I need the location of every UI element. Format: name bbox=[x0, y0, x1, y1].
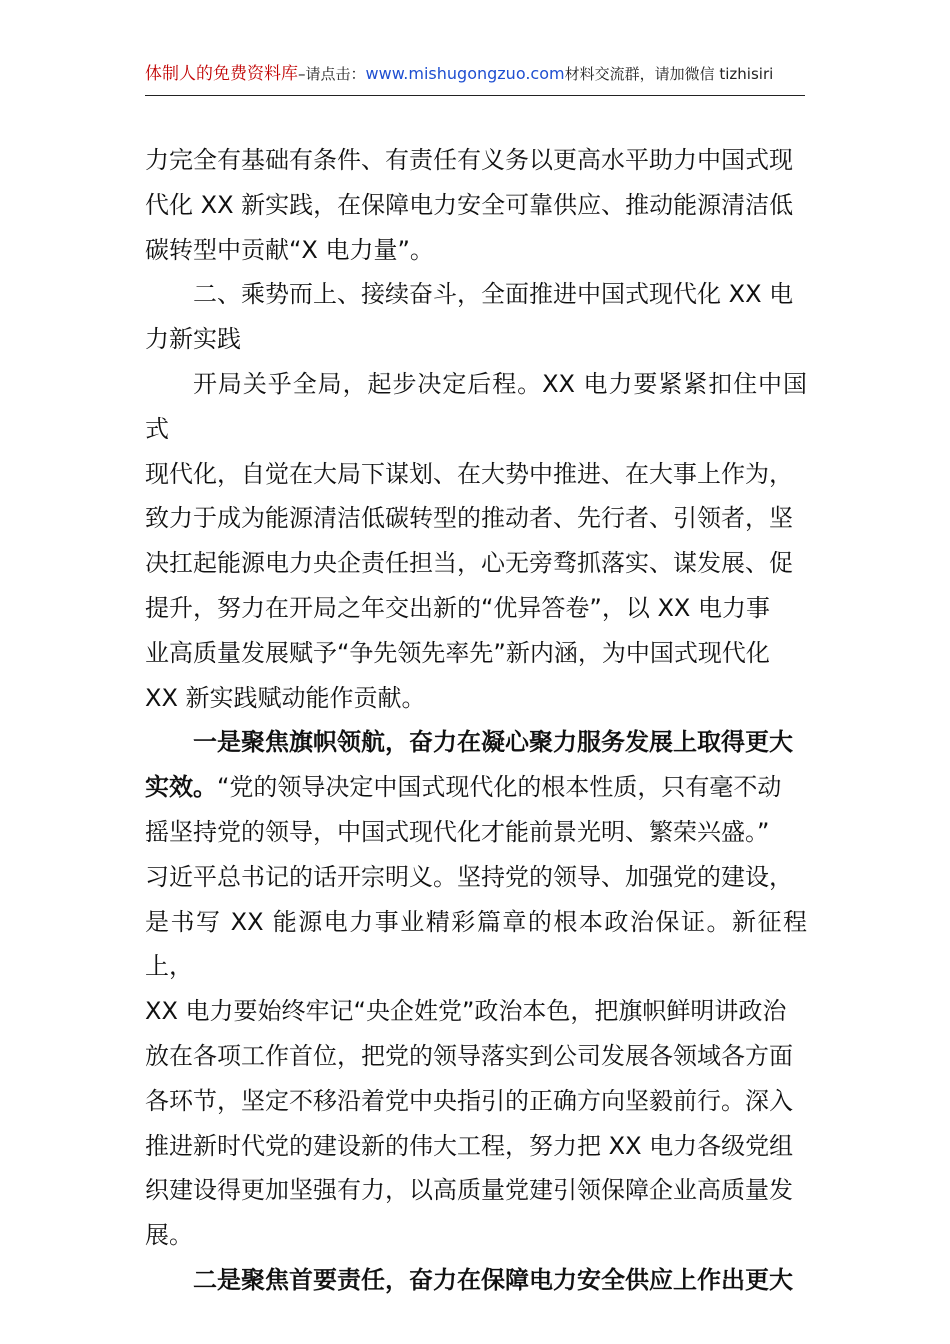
text-line: 碳转型中贡献“X 电力量”。 bbox=[145, 235, 434, 264]
text-line: 业高质量发展赋予“争先领先率先”新内涵，为中国式现代化 bbox=[145, 638, 770, 667]
text-line: 是书写 XX 能源电力事业精彩篇章的根本政治保证。新征程上， bbox=[145, 907, 807, 981]
header-group-text: 材料交流群，请加微信 tizhisiri bbox=[564, 65, 774, 83]
header-click-text: –请点击： bbox=[298, 65, 366, 83]
paragraph-intro bbox=[145, 362, 807, 720]
page-header bbox=[145, 62, 805, 96]
text-line: 放在各项工作首位，把党的领导落实到公司发展各领域各方面 bbox=[145, 1041, 793, 1070]
text-line: 二、乘势而上、接续奋斗，全面推进中国式现代化 XX 电 bbox=[193, 280, 794, 309]
text-line: 推进新时代党的建设新的伟大工程，努力把 XX 电力各级党组 bbox=[145, 1131, 794, 1160]
text-line: 代化 XX 新实践，在保障电力安全可靠供应、推动能源清洁低 bbox=[145, 190, 794, 219]
bold-lead-line: 实效。 bbox=[145, 773, 217, 802]
paragraph-continuation bbox=[145, 138, 807, 272]
text-line: 力完全有基础有条件、有责任有义务以更高水平助力中国式现 bbox=[145, 146, 793, 174]
text-line: “党的领导决定中国式现代化的根本性质，只有毫不动 bbox=[217, 773, 782, 802]
text-line: 习近平总书记的话开宗明义。坚持党的领导、加强党的建设， bbox=[145, 862, 793, 891]
text-line: 决扛起能源电力央企责任担当，心无旁骛抓落实、谋发展、促 bbox=[145, 549, 793, 578]
text-line: 织建设得更加坚强有力，以高质量党建引领保障企业高质量发 bbox=[145, 1176, 793, 1205]
text-line: 开局关乎全局，起步决定后程。XX 电力要紧紧扣住中国式 bbox=[145, 369, 807, 443]
text-line: 各环节，坚定不移沿着党中央指引的正确方向坚毅前行。深入 bbox=[145, 1086, 793, 1115]
bold-lead-line: 二是聚焦首要责任，奋力在保障电力安全供应上作出更大 bbox=[193, 1265, 793, 1294]
paragraph-point-one bbox=[145, 720, 807, 1258]
text-line: 展。 bbox=[145, 1221, 193, 1250]
document-body bbox=[145, 138, 807, 1303]
header-url-link[interactable]: www.mishugongzuo.com bbox=[365, 64, 565, 83]
section-heading bbox=[145, 272, 807, 362]
text-line: XX 电力要始终牢记“央企姓党”政治本色，把旗帜鲜明讲政治 bbox=[145, 997, 787, 1026]
text-line: XX 新实践赋动能作贡献。 bbox=[145, 683, 426, 712]
text-line: 致力于成为能源清洁低碳转型的推动者、先行者、引领者，坚 bbox=[145, 504, 793, 533]
text-line: 力新实践 bbox=[145, 325, 241, 354]
paragraph-point-two bbox=[145, 1258, 807, 1303]
header-site-name: 体制人的免费资料库 bbox=[145, 64, 298, 84]
text-line: 提升，努力在开局之年交出新的“优异答卷”，以 XX 电力事 bbox=[145, 593, 771, 622]
bold-lead-line: 一是聚焦旗帜领航，奋力在凝心聚力服务发展上取得更大 bbox=[193, 728, 793, 757]
text-line: 现代化，自觉在大局下谋划、在大势中推进、在大事上作为， bbox=[145, 459, 793, 488]
text-line: 摇坚持党的领导，中国式现代化才能前景光明、繁荣兴盛。” bbox=[145, 817, 770, 846]
